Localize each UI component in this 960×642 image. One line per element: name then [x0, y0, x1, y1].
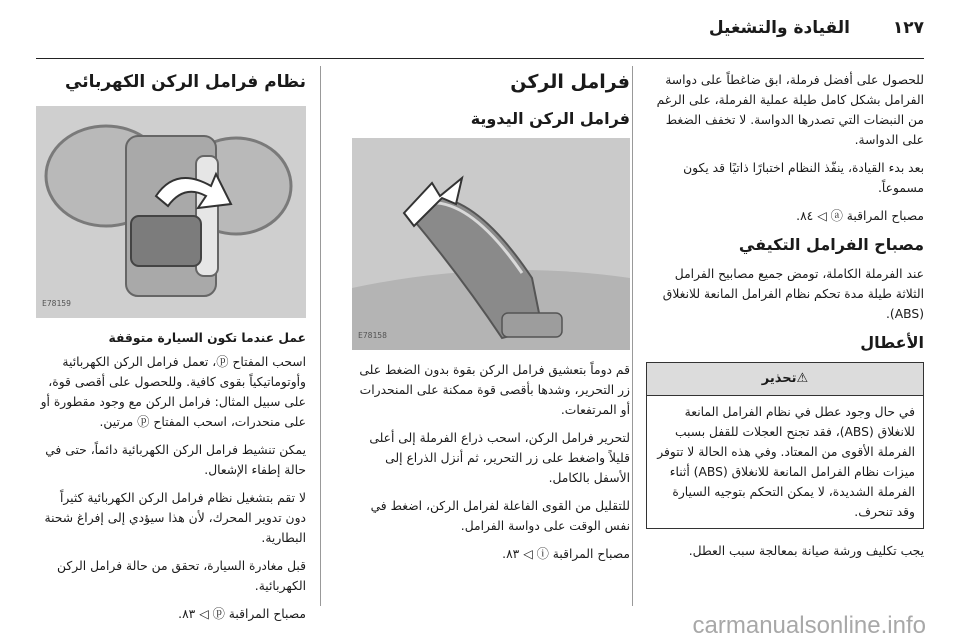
electric-parking-brake-heading: نظام فرامل الركن الكهربائي: [65, 72, 306, 92]
abs-control-lamp-ref: مصباح المراقبة ⓐ ◁ ٨٤.: [796, 209, 924, 223]
handbrake-lever-illustration: [352, 138, 630, 350]
reduce-force-paragraph: للتقليل من القوى الفاعلة لفرامل الركن، اضغط في نفس الوقت على دواسة الفرامل.: [370, 499, 630, 533]
figure-id: E78158: [358, 331, 387, 340]
running-title: القيادة والتشغيل: [708, 18, 850, 38]
self-test-paragraph: بعد بدء القيادة، ينفّذ النظام اختبارًا ذاتيًا قد يكون مسموعاً.: [683, 161, 924, 195]
warning-box: [646, 362, 924, 529]
braking-intro-paragraph: للحصول على أفضل فرملة، ابق ضاغطاً على دواسة الفرامل بشكل كامل طيلة عملية الفرملة، على الرغم من النبضات التي تصدرها الدواسة. لا تخفف الضغط على الدواسة.: [656, 73, 924, 147]
manual-parking-brake-figure: [352, 138, 630, 350]
figure-id: E78159: [42, 299, 71, 308]
brake-lamp-ref: مصباح المراقبة ⓘ ◁ ٨٣.: [502, 547, 630, 561]
right-column: [646, 70, 924, 610]
parking-brake-heading: فرامل الركن: [510, 71, 630, 93]
battery-discharge-paragraph: لا تقم بتشغيل نظام فرامل الركن الكهربائية كثيراً دون تدوير المحرك، لأن هذا سيؤدي إلى إفراغ شحنة البطارية.: [44, 491, 306, 545]
always-activatable-paragraph: يمكن تنشيط فرامل الركن الكهربائية دائماً، حتى في حالة إطفاء الإشعال.: [45, 443, 306, 477]
adaptive-brake-light-heading: مصباح الفرامل التكيفي: [738, 235, 924, 254]
adaptive-brake-light-text: عند الفرملة الكاملة، تومض جميع مصابيح الفرامل الثلاثة طيلة مدة تحكم نظام الفرامل المانعة للانغلاق (ABS).: [662, 267, 924, 321]
faults-heading: الأعطال: [860, 333, 924, 352]
page-number: ١٢٧: [892, 18, 924, 38]
warning-title: ⚠تحذير: [647, 363, 923, 396]
epb-lamp-ref: مصباح المراقبة ⓟ ◁ ٨٣.: [178, 607, 306, 621]
left-column: [36, 70, 306, 621]
release-brake-paragraph: لتحرير فرامل الركن، اسحب ذراع الفرملة إلى أعلى قليلاً واضغط على زر التحرير، ثم أنزل الذراع إلى الأسفل بالكامل.: [369, 431, 630, 485]
check-status-paragraph: قبل مغادرة السيارة، تحقق من حالة فرامل الركن الكهربائية.: [57, 559, 306, 593]
page-header: [0, 0, 960, 58]
manual-parking-brake-heading: فرامل الركن اليدوية: [470, 109, 630, 128]
column-divider: [320, 66, 321, 606]
vehicle-stationary-heading: عمل عندما تكون السيارة متوقفة: [108, 331, 306, 345]
watermark-text: carmanualsonline.info: [692, 612, 926, 639]
middle-column: [352, 70, 630, 610]
pull-switch-paragraph: اسحب المفتاح ⓟ، تعمل فرامل الركن الكهربائية وأوتوماتيكياً بقوى كافية. وللحصول على أقصى قوة، على سبيل المثال: فرامل الركن مع وجود مقطورة أو على منحدرات، اسحب المفتاح ⓟ مرتين.: [40, 355, 306, 429]
header-divider: [36, 58, 924, 59]
electric-parking-brake-figure: [36, 106, 306, 318]
workshop-remedy-text: يجب تكليف ورشة صيانة بمعالجة سبب العطل.: [688, 544, 924, 558]
warning-body: في حال وجود عطل في نظام الفرامل المانعة للانغلاق (ABS)، فقد تجنح العجلات للقفل بسبب الفرملة الأقوى من المعتاد. وفي هذه الحالة لا تتوفر ميزات نظام الفرامل المانعة للانغلاق (ABS) أثناء الفرملة الشديدة، لا يمكن التحكم بتوجيه السيارة وقد تنحرف.: [657, 405, 915, 519]
epb-switch-illustration: [36, 106, 306, 318]
column-divider: [632, 66, 633, 606]
apply-brake-paragraph: قم دوماً بتعشيق فرامل الركن بقوة بدون الضغط على زر التحرير، وشدها بأقصى قوة ممكنة على المنحدرات أو المرتفعات.: [359, 363, 630, 417]
